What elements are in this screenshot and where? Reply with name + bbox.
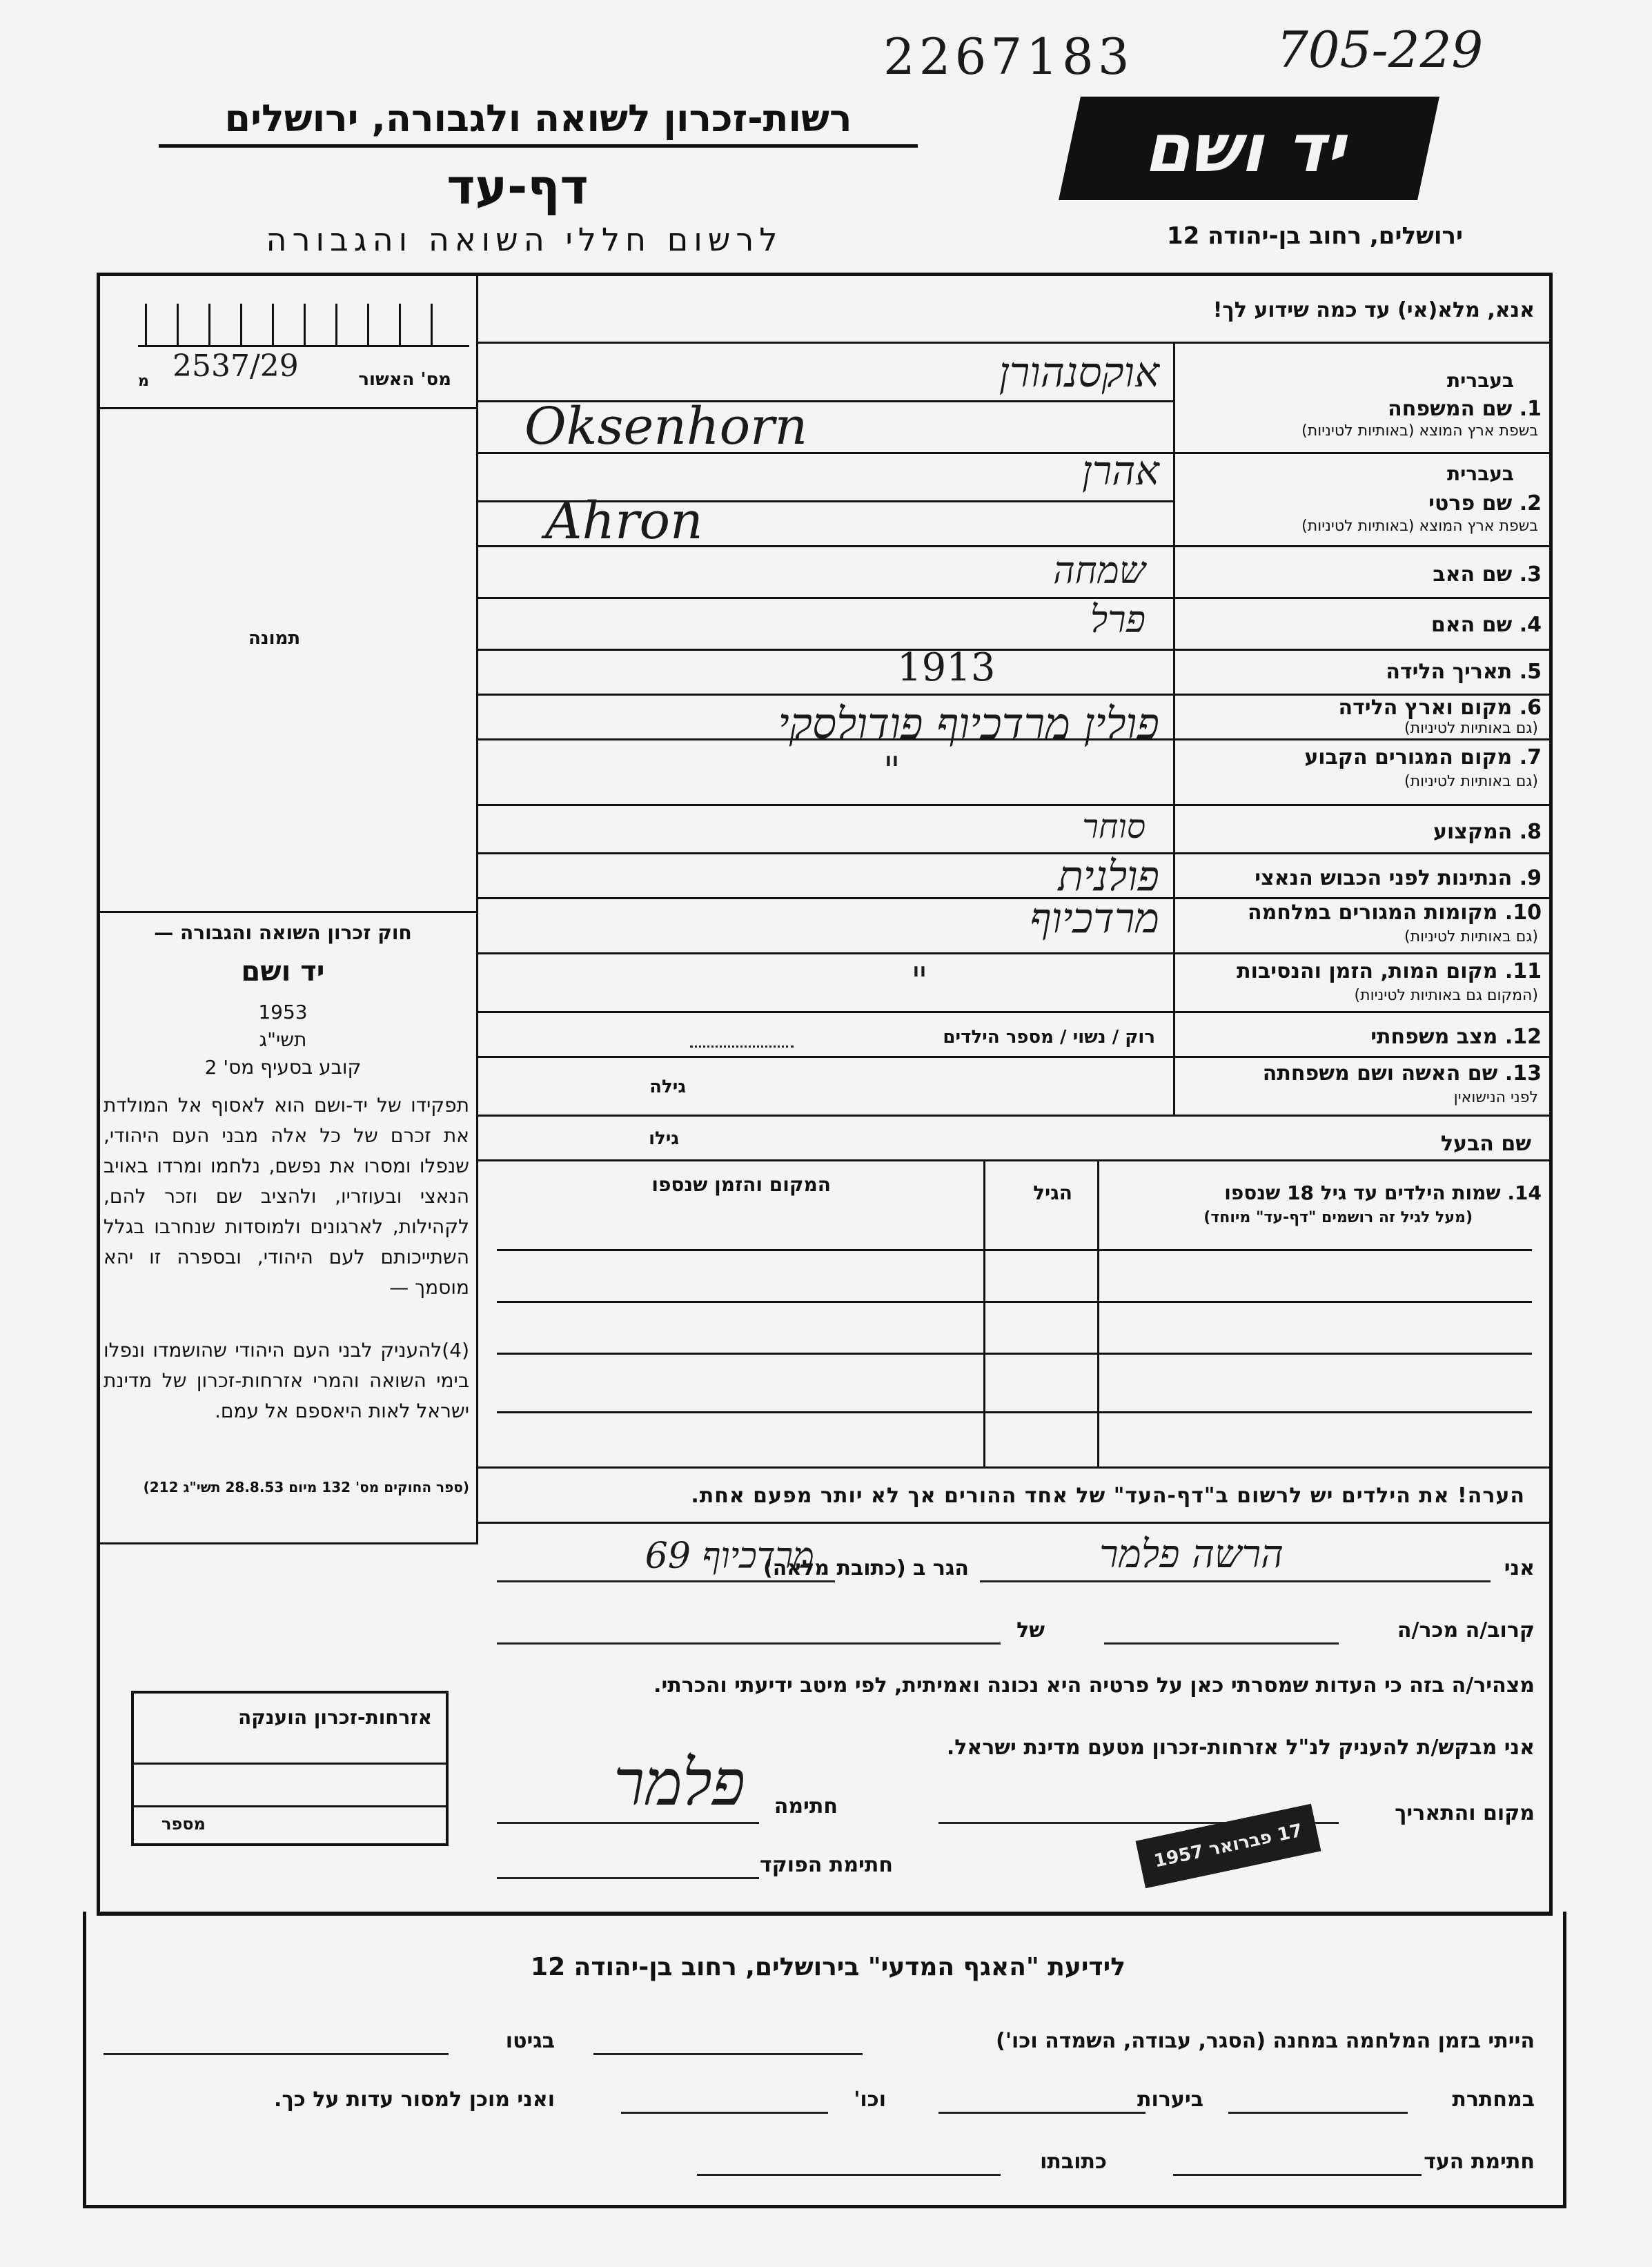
left-panel-divider — [476, 273, 478, 1542]
field-1-label: 1. שם המשפחה — [1388, 397, 1542, 421]
field-1-value-hebrew[interactable]: אוקסנהורן — [999, 349, 1159, 397]
yad-vashem-logo: יד ושם — [1059, 97, 1439, 200]
law-year-hebrew: תשי"ג — [259, 1028, 307, 1051]
decl-relative-line — [1104, 1642, 1339, 1645]
children-age-header: הגיל — [1033, 1181, 1072, 1204]
law-text: תפקידו של יד-ושם הוא לאסוף אל המולדת את זכרם של כל אלה מבני העם היהודי, שנפלו ומסרו את נפשם, נלחמו ומרדו באויב הנאצי ובעוזריו, ולהציב שם וזכר להם, לקהילות, לארגונים ולמוסדות שנחרבו בגלל השתייכותם לעם היהודי, ובספרה זו יהא מוסמך — — [104, 1094, 469, 1299]
bottom-line3-b-blank — [697, 2174, 1001, 2176]
bottom-line2-c: וכו' — [854, 2088, 886, 2112]
field-4-value[interactable]: פרל — [1090, 598, 1145, 641]
question-underline — [478, 342, 1553, 344]
children-col-div-1 — [1097, 1159, 1099, 1466]
decl-official-signature-line — [497, 1877, 759, 1879]
field-11-hint: (המקום גם באותיות לטיניות) — [1354, 987, 1538, 1004]
decl-i-value[interactable]: הרשה פלמר — [1099, 1532, 1284, 1577]
archive-top-number: 2267183 — [883, 28, 1134, 86]
bottom-line1-blank — [593, 2053, 863, 2055]
bottom-line3-a: חתימת העד — [1424, 2150, 1535, 2174]
decl-official-signature-label: חתימת הפוקד — [760, 1853, 893, 1877]
field-11-label: 11. מקום המות, הזמן והנסיבות — [1237, 959, 1542, 983]
bottom-line1-end: בגיטו — [505, 2029, 555, 2053]
header-address: ירושלים, רחוב בן-יהודה 12 — [1166, 222, 1463, 250]
field-5-value[interactable]: 1913 — [897, 645, 996, 690]
children-row-1 — [497, 1249, 1532, 1251]
row-sep-12 — [1173, 1056, 1553, 1058]
bottom-line2-a-blank — [1228, 2112, 1408, 2114]
row-sep-9 — [1173, 897, 1553, 899]
question-header: אנא, מלא(אי) עד כמה שידוע לך! — [1212, 298, 1535, 322]
children-table-bottom — [478, 1466, 1553, 1469]
law-section-top — [97, 911, 478, 913]
law-name: יד ושם — [241, 956, 325, 988]
citizenship-box — [131, 1691, 449, 1846]
field-12-label: 12. מצב משפחתי — [1370, 1025, 1542, 1049]
decl-resident-value[interactable]: מרדכיוף 69 — [645, 1535, 814, 1577]
children-row-4 — [497, 1411, 1532, 1413]
row-sep-11 — [1173, 1011, 1553, 1013]
bottom-title: לידיעת "האגף המדעי" בירושלים, רחוב בן-יהודה 12 — [531, 1953, 1125, 1981]
decl-request: אני מבקש/ת להעניק לנ"ל אזרחות-זכרון מטעם מדינת ישראל. — [946, 1736, 1535, 1760]
field-13-hint: לפני הנישואין — [1453, 1089, 1538, 1106]
gazette-ref: (ספר החוקים מס' 132 מיום 28.8.53 תשי"ג 212) — [143, 1479, 469, 1495]
decl-resident-label: הגר ב (כתובת מלאה) — [763, 1556, 969, 1580]
bottom-line1: הייתי בזמן המלחמה במחנה (הסגר, עבודה, השמדה וכו') — [996, 2029, 1535, 2053]
law-title: חוק זכרון השואה והגבורה — — [154, 921, 412, 944]
bottom-line2-end: ואני מוכן למסור עדות על כך. — [274, 2088, 555, 2112]
approval-label: מס' האשור — [358, 369, 451, 390]
authority-title: רשות-זכרון לשואה ולגבורה, ירושלים — [159, 97, 918, 148]
field-2-hebrew-tag: בעברית — [1446, 462, 1514, 485]
decl-signature-label: חתימה — [774, 1794, 838, 1818]
ans-sep-10 — [478, 952, 1173, 954]
archive-ref-number: 705-229 — [1277, 21, 1484, 79]
approval-mark: מ — [138, 373, 149, 390]
field-2-label: 2. שם פרטי — [1428, 491, 1542, 516]
row-sep-7 — [1173, 804, 1553, 806]
field-2-value-hebrew[interactable]: אהרן — [1081, 447, 1159, 494]
ans-sep-5 — [478, 694, 1173, 696]
ans-sep-12 — [478, 1056, 1173, 1058]
row-sep-14 — [478, 1159, 1553, 1161]
label-column-divider — [1173, 342, 1175, 1115]
bottom-line2-a: במחתרת — [1452, 2088, 1535, 2112]
decl-place-date-label: מקום והתאריך — [1395, 1801, 1535, 1825]
decl-signature-line — [497, 1822, 759, 1824]
citizenship-number-label: מספר — [161, 1814, 206, 1834]
note-bottom — [478, 1522, 1553, 1524]
field-12-dots — [690, 1046, 794, 1048]
left-panel-bottom — [97, 1542, 478, 1544]
children-names-header: 14. שמות הילדים עד גיל 18 שנספו — [1224, 1181, 1542, 1204]
decl-i-line — [980, 1580, 1491, 1582]
note-text: הערה! את הילדים יש לרשום ב"דף-העד" של אחד ההורים אך לא יותר מפעם אחת. — [691, 1484, 1525, 1508]
field-6-value[interactable]: פולין מרדכיוף פודולסקי — [778, 698, 1159, 749]
citizenship-title: אזרחות-זכרון הוענקה — [238, 1706, 432, 1729]
decl-i-label: אני — [1504, 1556, 1535, 1580]
field-10-value[interactable]: מרדכיוף — [1030, 894, 1159, 943]
bottom-line3-a-blank — [1173, 2174, 1422, 2176]
approval-tick-boxes — [138, 304, 469, 347]
law-text-2: (4)להעניק לבני העם היהודי שהושמדו ונפלו בימי השואה והמרי אזרחות-זכרון של מדינת ישראל לאות היאספם אל עמם. — [104, 1339, 469, 1422]
row-sep-4 — [1173, 649, 1553, 651]
photo-area-top — [97, 407, 478, 409]
decl-of-line — [497, 1642, 1001, 1645]
law-year: 1953 — [258, 1001, 308, 1023]
field-7-label: 7. מקום המגורים הקבוע — [1304, 745, 1542, 769]
children-row-2 — [497, 1301, 1532, 1303]
decl-relative-label: קרוב/ה מכר/ה — [1397, 1618, 1535, 1642]
field-9-value[interactable]: פולנית — [1058, 852, 1159, 901]
law-clause: קובע בסעיף מס' 2 — [204, 1056, 362, 1079]
approval-value[interactable]: 2537/29 — [173, 349, 299, 384]
bottom-line2-b-blank — [938, 2112, 1145, 2114]
field-10-label: 10. מקומות המגורים במלחמה — [1248, 901, 1542, 925]
form-subtitle: לרשום חללי השואה והגבורה — [266, 221, 783, 258]
field-2-value-latin[interactable]: Ahron — [545, 491, 703, 551]
field-6-hint: (גם באותיות לטיניות) — [1404, 720, 1538, 737]
field-13-age-label: גילה — [649, 1077, 686, 1097]
field-13-label: 13. שם האשה ושם משפחתה — [1262, 1061, 1542, 1086]
ans-sep-11 — [478, 1011, 1173, 1013]
field-2-hint: בשפת ארץ המוצא (באותיות לטיניות) — [1301, 518, 1538, 535]
children-col-div-2 — [983, 1159, 985, 1466]
bottom-line2-c-blank — [621, 2112, 828, 2114]
row-sep-6 — [1173, 738, 1553, 740]
decl-resident-line — [497, 1580, 835, 1582]
form-title: דף-עד — [446, 159, 589, 215]
decl-of-label: של — [1016, 1618, 1045, 1642]
field-5-label: 5. תאריך הלידה — [1386, 660, 1542, 684]
row-sep-10 — [1173, 952, 1553, 954]
field-9-label: 9. הנתינות לפני הכבוש הנאצי — [1255, 866, 1542, 890]
husband-label: שם הבעל — [1440, 1132, 1531, 1156]
row-sep-8 — [1173, 852, 1553, 854]
date-stamp: 17 פברואר 1957 — [1136, 1804, 1321, 1889]
row-sep-3 — [1173, 597, 1553, 599]
decl-statement: מצהיר/ה בזה כי העדות שמסרתי כאן על פרטיה היא נכונה ואמיתית, לפי מיטב ידיעתי והכרתי. — [653, 1674, 1535, 1698]
field-7-hint: (גם באותיות לטיניות) — [1404, 773, 1538, 790]
field-12-hint: רוק / נשוי / מספר הילדים — [943, 1027, 1155, 1048]
row-sep-1 — [1173, 452, 1553, 454]
field-1-hint: בשפת ארץ המוצא (באותיות לטיניות) — [1301, 422, 1538, 440]
field-1-hebrew-tag: בעברית — [1446, 369, 1514, 392]
field-7-value[interactable]: " — [883, 749, 901, 792]
field-6-label: 6. מקום וארץ הלידה — [1338, 696, 1542, 720]
children-row-3 — [497, 1353, 1532, 1355]
ans-sep-13 — [478, 1115, 1173, 1117]
field-3-label: 3. שם האב — [1433, 562, 1542, 587]
row-sep-13 — [1173, 1115, 1553, 1117]
field-1-value-latin[interactable]: Oksenhorn — [524, 397, 808, 456]
bottom-line3-b: כתובתו — [1040, 2150, 1107, 2174]
field-8-value[interactable]: סוחר — [1082, 807, 1145, 846]
bottom-line2-b: ביערות — [1137, 2088, 1203, 2112]
field-10-hint: (גם באותיות לטיניות) — [1404, 928, 1538, 945]
bottom-line1-end-blank — [104, 2053, 449, 2055]
field-11-value[interactable]: " — [911, 959, 928, 1003]
row-sep-2 — [1173, 545, 1553, 547]
children-place-header: המקום והזמן שנספו — [651, 1173, 831, 1196]
decl-signature-value[interactable]: פלמר — [613, 1746, 745, 1820]
field-8-label: 8. המקצוע — [1433, 820, 1542, 844]
field-4-label: 4. שם האם — [1430, 613, 1542, 637]
children-names-hint: (מעל לגיל זה רושמים "דף-עד" מיוחד) — [1203, 1209, 1473, 1226]
photo-label: תמונה — [248, 628, 301, 649]
husband-age-label: גילו — [649, 1128, 679, 1149]
ans-sep-7 — [478, 804, 1173, 806]
field-3-value[interactable]: שמחה — [1053, 549, 1145, 592]
